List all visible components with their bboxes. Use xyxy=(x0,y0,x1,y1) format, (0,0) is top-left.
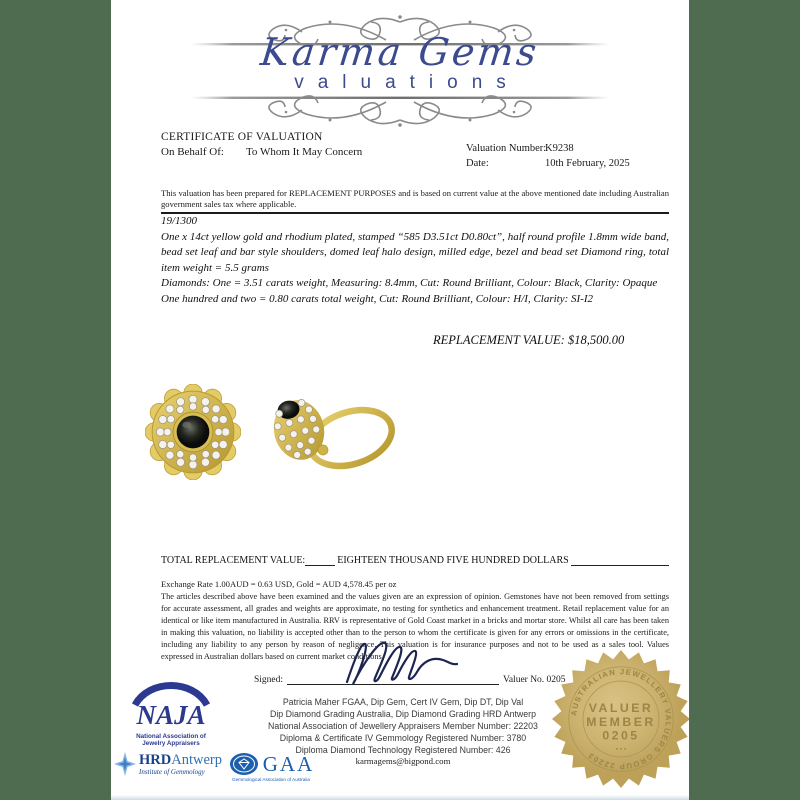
sparkle-star-icon xyxy=(113,751,137,777)
seal-center-line3: 0205 xyxy=(602,728,640,743)
gaa-name: GAA xyxy=(262,751,315,776)
gold-valuer-member-seal xyxy=(552,650,689,788)
valuation-number-label: Valuation Number: xyxy=(466,143,547,154)
naja-arc-icon xyxy=(127,679,215,727)
hrd-tagline: Institute of Gemmology xyxy=(139,767,205,776)
signature-line xyxy=(287,673,499,685)
underline-gap xyxy=(305,554,335,566)
seal-dots: • • • xyxy=(615,746,627,754)
valuer-number: Valuer No. 0205 xyxy=(503,675,566,685)
gaa-diamond-badge-icon xyxy=(228,751,260,777)
ring-photo-top-view xyxy=(145,384,241,480)
brand-subtitle: valuations xyxy=(294,72,520,93)
purpose-note: This valuation has been prepared for REPLACEMENT PURPOSES and is based on current value at the above mentioned date including Australian government sales tax where applicable. xyxy=(161,188,669,214)
gaa-tagline: Gemmological Association of Australia xyxy=(232,777,310,782)
hrd-antwerp-logo xyxy=(113,751,225,777)
seal-center-line2: MEMBER xyxy=(586,714,656,729)
item-description xyxy=(161,214,669,308)
date-label: Date: xyxy=(466,158,489,169)
item-reference: 19/1300 xyxy=(161,215,198,227)
credential-line: National Association of Jewellery Appraisers Member Number: 22203 xyxy=(268,721,538,731)
exchange-rate-note: Exchange Rate 1.00AUD = 0.63 USD, Gold = AUD 4,578.45 per oz xyxy=(161,579,397,589)
total-replacement-row xyxy=(161,554,669,566)
signed-label: Signed: xyxy=(254,675,284,685)
ring-photo-side-view xyxy=(269,388,399,476)
certificate-title: CERTIFICATE OF VALUATION xyxy=(161,131,323,143)
hrd-name-bold: HRD xyxy=(139,751,172,768)
item-description-line: One x 14ct yellow gold and rhodium plated, stamped “585 D3.51ct D0.80ct”, half round profile 1.8mm wide band, bead set leaf and bar style shoulders, domed leaf halo design, milled edge, bezel and bead set Diamond ring, total item weight = 5.5 grams xyxy=(161,230,669,274)
item-description-line: Diamonds: One = 3.51 carats weight, Measuring: 8.4mm, Cut: Round Brilliant, Colour: Black, Clarity: Opaque xyxy=(161,277,658,290)
flourish-ornament-bottom xyxy=(190,84,610,132)
naja-tagline-1: National Association of xyxy=(136,733,206,740)
item-description-line: One hundred and two = 0.80 carats total weight, Cut: Round Brilliant, Colour: H/I, Clarity: SI-I2 xyxy=(161,292,594,305)
total-label: TOTAL REPLACEMENT VALUE: xyxy=(161,555,306,566)
svg-text:NAJA: NAJA xyxy=(136,700,206,727)
credential-line: Diploma Diamond Technology Registered Number: 426 xyxy=(295,745,511,755)
valuer-credentials xyxy=(231,696,575,756)
contact-email: karmagems@bigpond.com xyxy=(355,756,451,766)
hrd-name-light: Antwerp xyxy=(171,751,222,768)
disclaimer-text: The articles described above have been examined and the values given are an expression of opinion. Gemstones have not been removed from settings for accurate assessment, all grades and weights are approximate, no testing for synthetics and enhancement treatment. Retail replacement value for an identical or like item manufactured in Australia. RRV is representative of Gold Coast market in a bricks and mortar store. Whilst all care has been taken in making this valuation, no liability is accepted other than to the person to whom the certificate is given for any errors or omissions in the certificate, including any liability to any person by reason of negligence. This valuation is for insurance purposes and not to be used as a sales tool. Values expressed in Australian dollars based on current market conditions. xyxy=(161,592,669,661)
on-behalf-row xyxy=(161,146,362,158)
gaa-logo xyxy=(221,751,321,782)
naja-tagline-2: Jewelry Appraisers xyxy=(142,739,200,747)
on-behalf-value: To Whom It May Concern xyxy=(245,146,363,158)
on-behalf-label: On Behalf Of: xyxy=(161,146,224,158)
brand-wordmark: Karma Gems xyxy=(258,30,542,74)
seal-center-line1: VALUER xyxy=(588,701,654,716)
underline-tail xyxy=(571,554,669,566)
credential-line: Patricia Maher FGAA, Dip Gem, Cert IV Gem, Dip DT, Dip Val xyxy=(282,697,524,707)
signature-row xyxy=(254,673,566,685)
date-value: 10th February, 2025 xyxy=(545,158,630,169)
naja-logo xyxy=(125,679,217,747)
seal-ring-text: AUSTRALIAN JEWELLERY VALUERS GROUP 22203 xyxy=(569,667,673,771)
replacement-value: REPLACEMENT VALUE: $18,500.00 xyxy=(433,333,625,347)
valuation-number-value: K9238 xyxy=(545,143,574,154)
certificate-page xyxy=(111,0,689,800)
credential-line: Diploma & Certificate IV Gemmology Registered Number: 3780 xyxy=(279,733,527,743)
total-amount-words: EIGHTEEN THOUSAND FIVE HUNDRED DOLLARS xyxy=(337,555,569,566)
credential-line: Dip Diamond Grading Australia, Dip Diamond Grading HRD Antwerp xyxy=(270,709,536,719)
page-bottom-edge xyxy=(111,795,689,800)
